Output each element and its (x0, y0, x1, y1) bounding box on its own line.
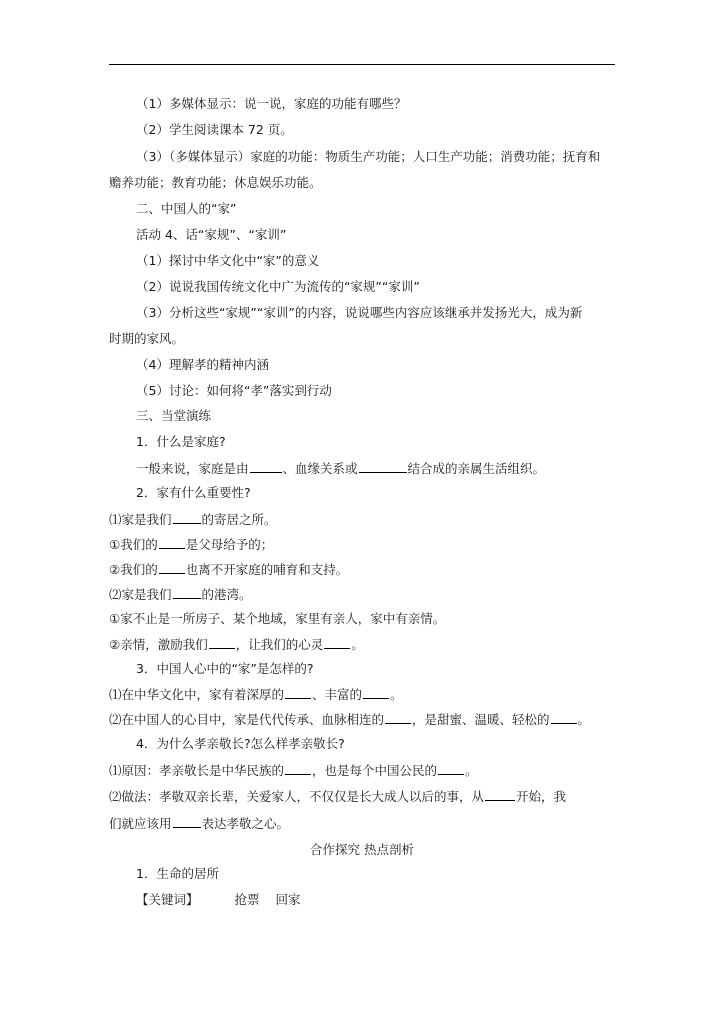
text-line: （3）（多媒体显示）家庭的功能：物质生产功能；人口生产功能；消费功能；抚育和 (136, 149, 601, 164)
section-heading: 三、当堂演练 (136, 408, 212, 423)
answer-blank (385, 711, 411, 724)
answer-blank (285, 762, 311, 775)
fill-blank-line: ⑵家是我们 的港湾。 (109, 587, 252, 602)
answer-blank (363, 686, 389, 699)
text-line: （3）分析这些“家规”“家训”的内容，说说哪些内容应该继承并发扬光大，成为新 (136, 305, 583, 320)
fill-blank-line: ⑴家是我们 的寄居之所。 (109, 512, 277, 527)
answer-blank (209, 636, 235, 649)
answer-blank (359, 460, 407, 473)
answer-blank (285, 686, 311, 699)
fill-blank-line: ⑵做法：孝敬双亲长辈，关爱家人，不仅仅是长大成人以后的事，从 开始，我 (109, 789, 567, 804)
keyword: 回家 (275, 892, 301, 907)
text-line: 活动 4、话“家规”、“家训” (136, 227, 287, 242)
question: 4．为什么孝亲敬长?怎么样孝亲敬长? (136, 736, 345, 751)
fill-blank-line: ⑵在中国人的心目中，家是代代传承、血脉相连的 ，是甜蜜、温暖、轻松的 。 (109, 712, 591, 727)
keywords-line (136, 892, 301, 908)
answer-blank (173, 511, 201, 524)
text-line: （1）探讨中华文化中“家”的意义 (136, 253, 320, 268)
subsection-title: 1．生命的居所 (136, 866, 219, 881)
question: 2．家有什么重要性? (136, 485, 251, 500)
text-line: ①家不止是一所房子、某个地域，家里有亲人，家中有亲情。 (109, 611, 446, 626)
answer-blank (250, 460, 282, 473)
fill-blank-line: ①我们的 是父母给予的； (109, 537, 274, 552)
keyword: 抢票 (234, 892, 260, 907)
fill-blank-line: 们就应该用 表达孝敬之心。 (109, 816, 290, 831)
answer-blank (173, 586, 201, 599)
section-title: 合作探究 热点剖析 (310, 842, 414, 857)
answer-blank (159, 536, 185, 549)
fill-blank-line: ②亲情，激励我们 ，让我们的心灵 。 (109, 637, 364, 652)
answer-blank (551, 711, 577, 724)
text-line: （2）说说我国传统文化中广为流传的“家规”“家训” (136, 279, 420, 294)
section-heading: 二、中国人的“家” (136, 201, 237, 216)
text-line: （5）讨论：如何将“孝”落实到行动 (136, 383, 332, 398)
fill-blank-line: 一般来说，家庭是由 、血缘关系或 结合成的亲属生活组织。 (136, 461, 546, 476)
answer-blank (173, 815, 201, 828)
fill-blank-line: ⑴原因：孝亲敬长是中华民族的 ，也是每个中国公民的 。 (109, 763, 478, 778)
fill-blank-line: ②我们的 也离不开家庭的哺育和支持。 (109, 562, 349, 577)
question: 1．什么是家庭? (136, 434, 226, 449)
fill-blank-line: ⑴在中华文化中，家有着深厚的 、丰富的 。 (109, 687, 403, 702)
answer-blank (159, 561, 185, 574)
answer-blank (485, 788, 515, 801)
text-line: 时期的家风。 (109, 331, 185, 346)
answer-blank (438, 762, 464, 775)
header-rule (109, 64, 615, 65)
text-line: （2）学生阅读课本 72 页。 (136, 122, 293, 137)
answer-blank (324, 636, 350, 649)
text-line: （4）理解孝的精神内涵 (136, 357, 269, 372)
text-line: 赡养功能；教育功能；休息娱乐功能。 (109, 175, 322, 190)
text-line: （1）多媒体显示：说一说，家庭的功能有哪些？ (136, 96, 407, 111)
question: 3．中国人心中的“家”是怎样的? (136, 661, 314, 676)
keywords-label: 【关键词】 (136, 892, 199, 907)
